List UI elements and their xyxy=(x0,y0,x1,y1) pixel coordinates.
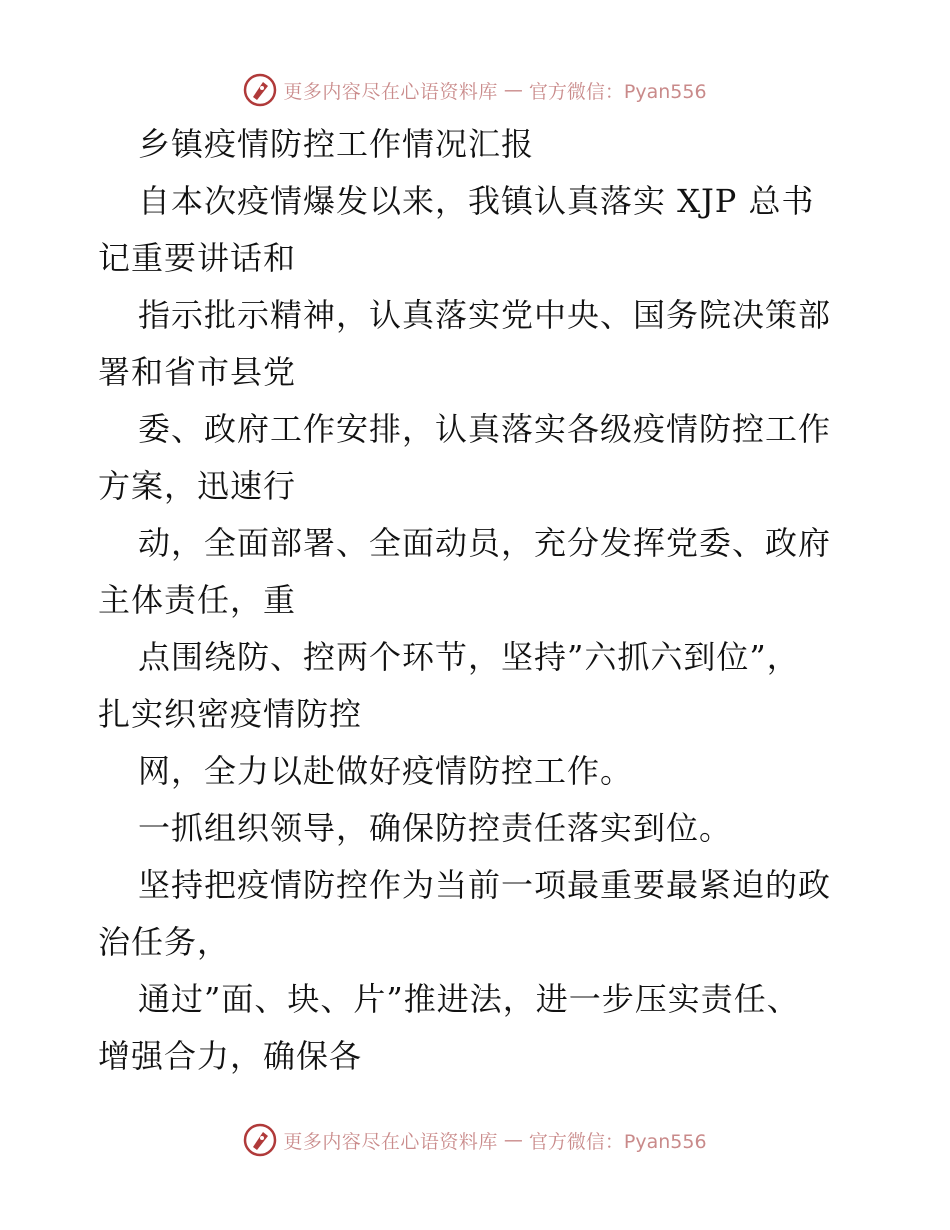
paragraph-line: 网，全力以赴做好疫情防控工作。 xyxy=(138,752,634,790)
watermark-wechat: 官方微信：Pyan556 xyxy=(528,80,707,103)
paragraph-line: 自本次疫情爆发以来，我镇认真落实 XJP 总书 xyxy=(138,182,815,220)
header-watermark xyxy=(0,70,950,110)
document-title: 乡镇疫情防控工作情况汇报 xyxy=(138,125,535,163)
paragraph-line: 坚持把疫情防控作为当前一项最重要最紧迫的政 xyxy=(138,866,832,904)
paragraph-line: 主体责任，重 xyxy=(98,581,297,619)
watermark-text: 更多内容尽在心语资料库 xyxy=(283,1130,498,1153)
document-body xyxy=(98,116,858,1085)
paragraph-line: 动，全面部署、全面动员，充分发挥党委、政府 xyxy=(138,524,832,562)
paragraph-line: 增强合力，确保各 xyxy=(98,1037,363,1075)
watermark-separator: — xyxy=(503,1129,523,1151)
paragraph-line: 记重要讲话和 xyxy=(98,239,297,277)
watermark-separator: — xyxy=(503,79,523,101)
pen-nib-icon xyxy=(243,73,277,107)
paragraph-line: 扎实织密疫情防控 xyxy=(98,695,363,733)
paragraph-line: 点围绕防、控两个环节，坚持”六抓六到位”， xyxy=(138,638,800,676)
footer-watermark xyxy=(0,1120,950,1160)
paragraph-line: 方案，迅速行 xyxy=(98,467,297,505)
paragraph-line: 治任务， xyxy=(98,923,231,961)
paragraph-line: 署和省市县党 xyxy=(98,353,297,391)
watermark-wechat: 官方微信：Pyan556 xyxy=(528,1130,707,1153)
pen-nib-icon xyxy=(243,1123,277,1157)
watermark-text: 更多内容尽在心语资料库 xyxy=(283,80,498,103)
paragraph-line: 委、政府工作安排，认真落实各级疫情防控工作 xyxy=(138,410,832,448)
paragraph-line: 一抓组织领导，确保防控责任落实到位。 xyxy=(138,809,733,847)
paragraph-line: 通过”面、块、片”推进法，进一步压实责任、 xyxy=(138,980,800,1018)
paragraph-line: 指示批示精神，认真落实党中央、国务院决策部 xyxy=(138,296,832,334)
